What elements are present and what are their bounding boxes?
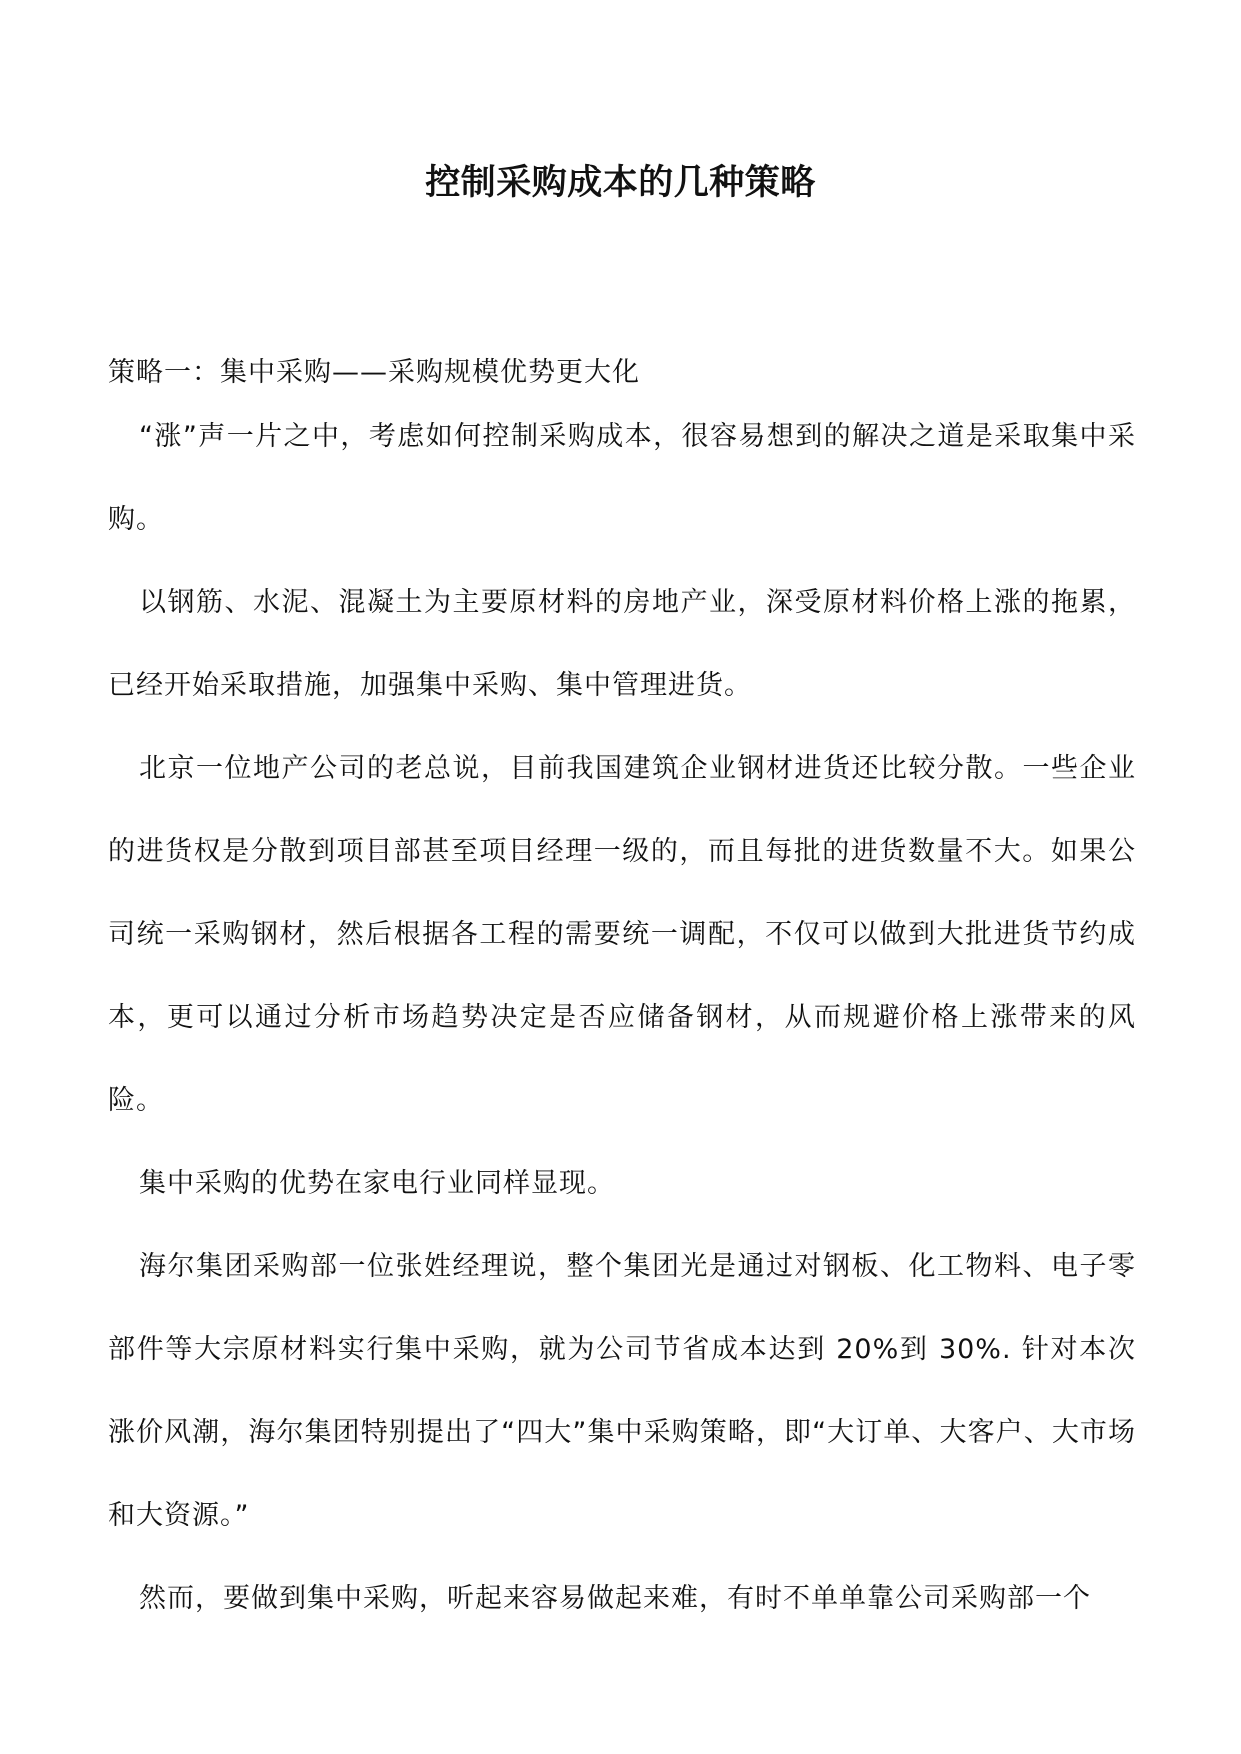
document-title: 控制采购成本的几种策略 (425, 162, 816, 203)
paragraph-6: 然而，要做到集中采购，听起来容易做起来难，有时不单单靠公司采购部一个 (139, 1583, 1091, 1614)
paragraph-2: 以钢筋、水泥、混凝土为主要原材料的房地产业，深受原材料价格上涨的拖累，已经开始采取措施，加强集中采购、集中管理进货。 (108, 587, 1136, 701)
paragraph-1: “涨”声一片之中，考虑如何控制采购成本，很容易想到的解决之道是采取集中采购。 (108, 421, 1136, 535)
paragraph-5: 海尔集团采购部一位张姓经理说，整个集团光是通过对钢板、化工物料、电子零部件等大宗原材料实行集中采购，就为公司节省成本达到 20%到 30%. 针对本次涨价风潮，海尔集团特别提出了“四大”集中采购策略，即“大订单、大客户、大市场和大资源。” (108, 1251, 1136, 1531)
section-heading: 策略一：集中采购——采购规模优势更大化 (108, 357, 640, 388)
paragraph-4: 集中采购的优势在家电行业同样显现。 (139, 1168, 615, 1199)
paragraph-3: 北京一位地产公司的老总说，目前我国建筑企业钢材进货还比较分散。一些企业的进货权是分散到项目部甚至项目经理一级的，而且每批的进货数量不大。如果公司统一采购钢材，然后根据各工程的需要统一调配，不仅可以做到大批进货节约成本，更可以通过分析市场趋势决定是否应储备钢材，从而规避价格上涨带来的风险。 (108, 753, 1136, 1116)
document-body (108, 345, 1136, 1640)
